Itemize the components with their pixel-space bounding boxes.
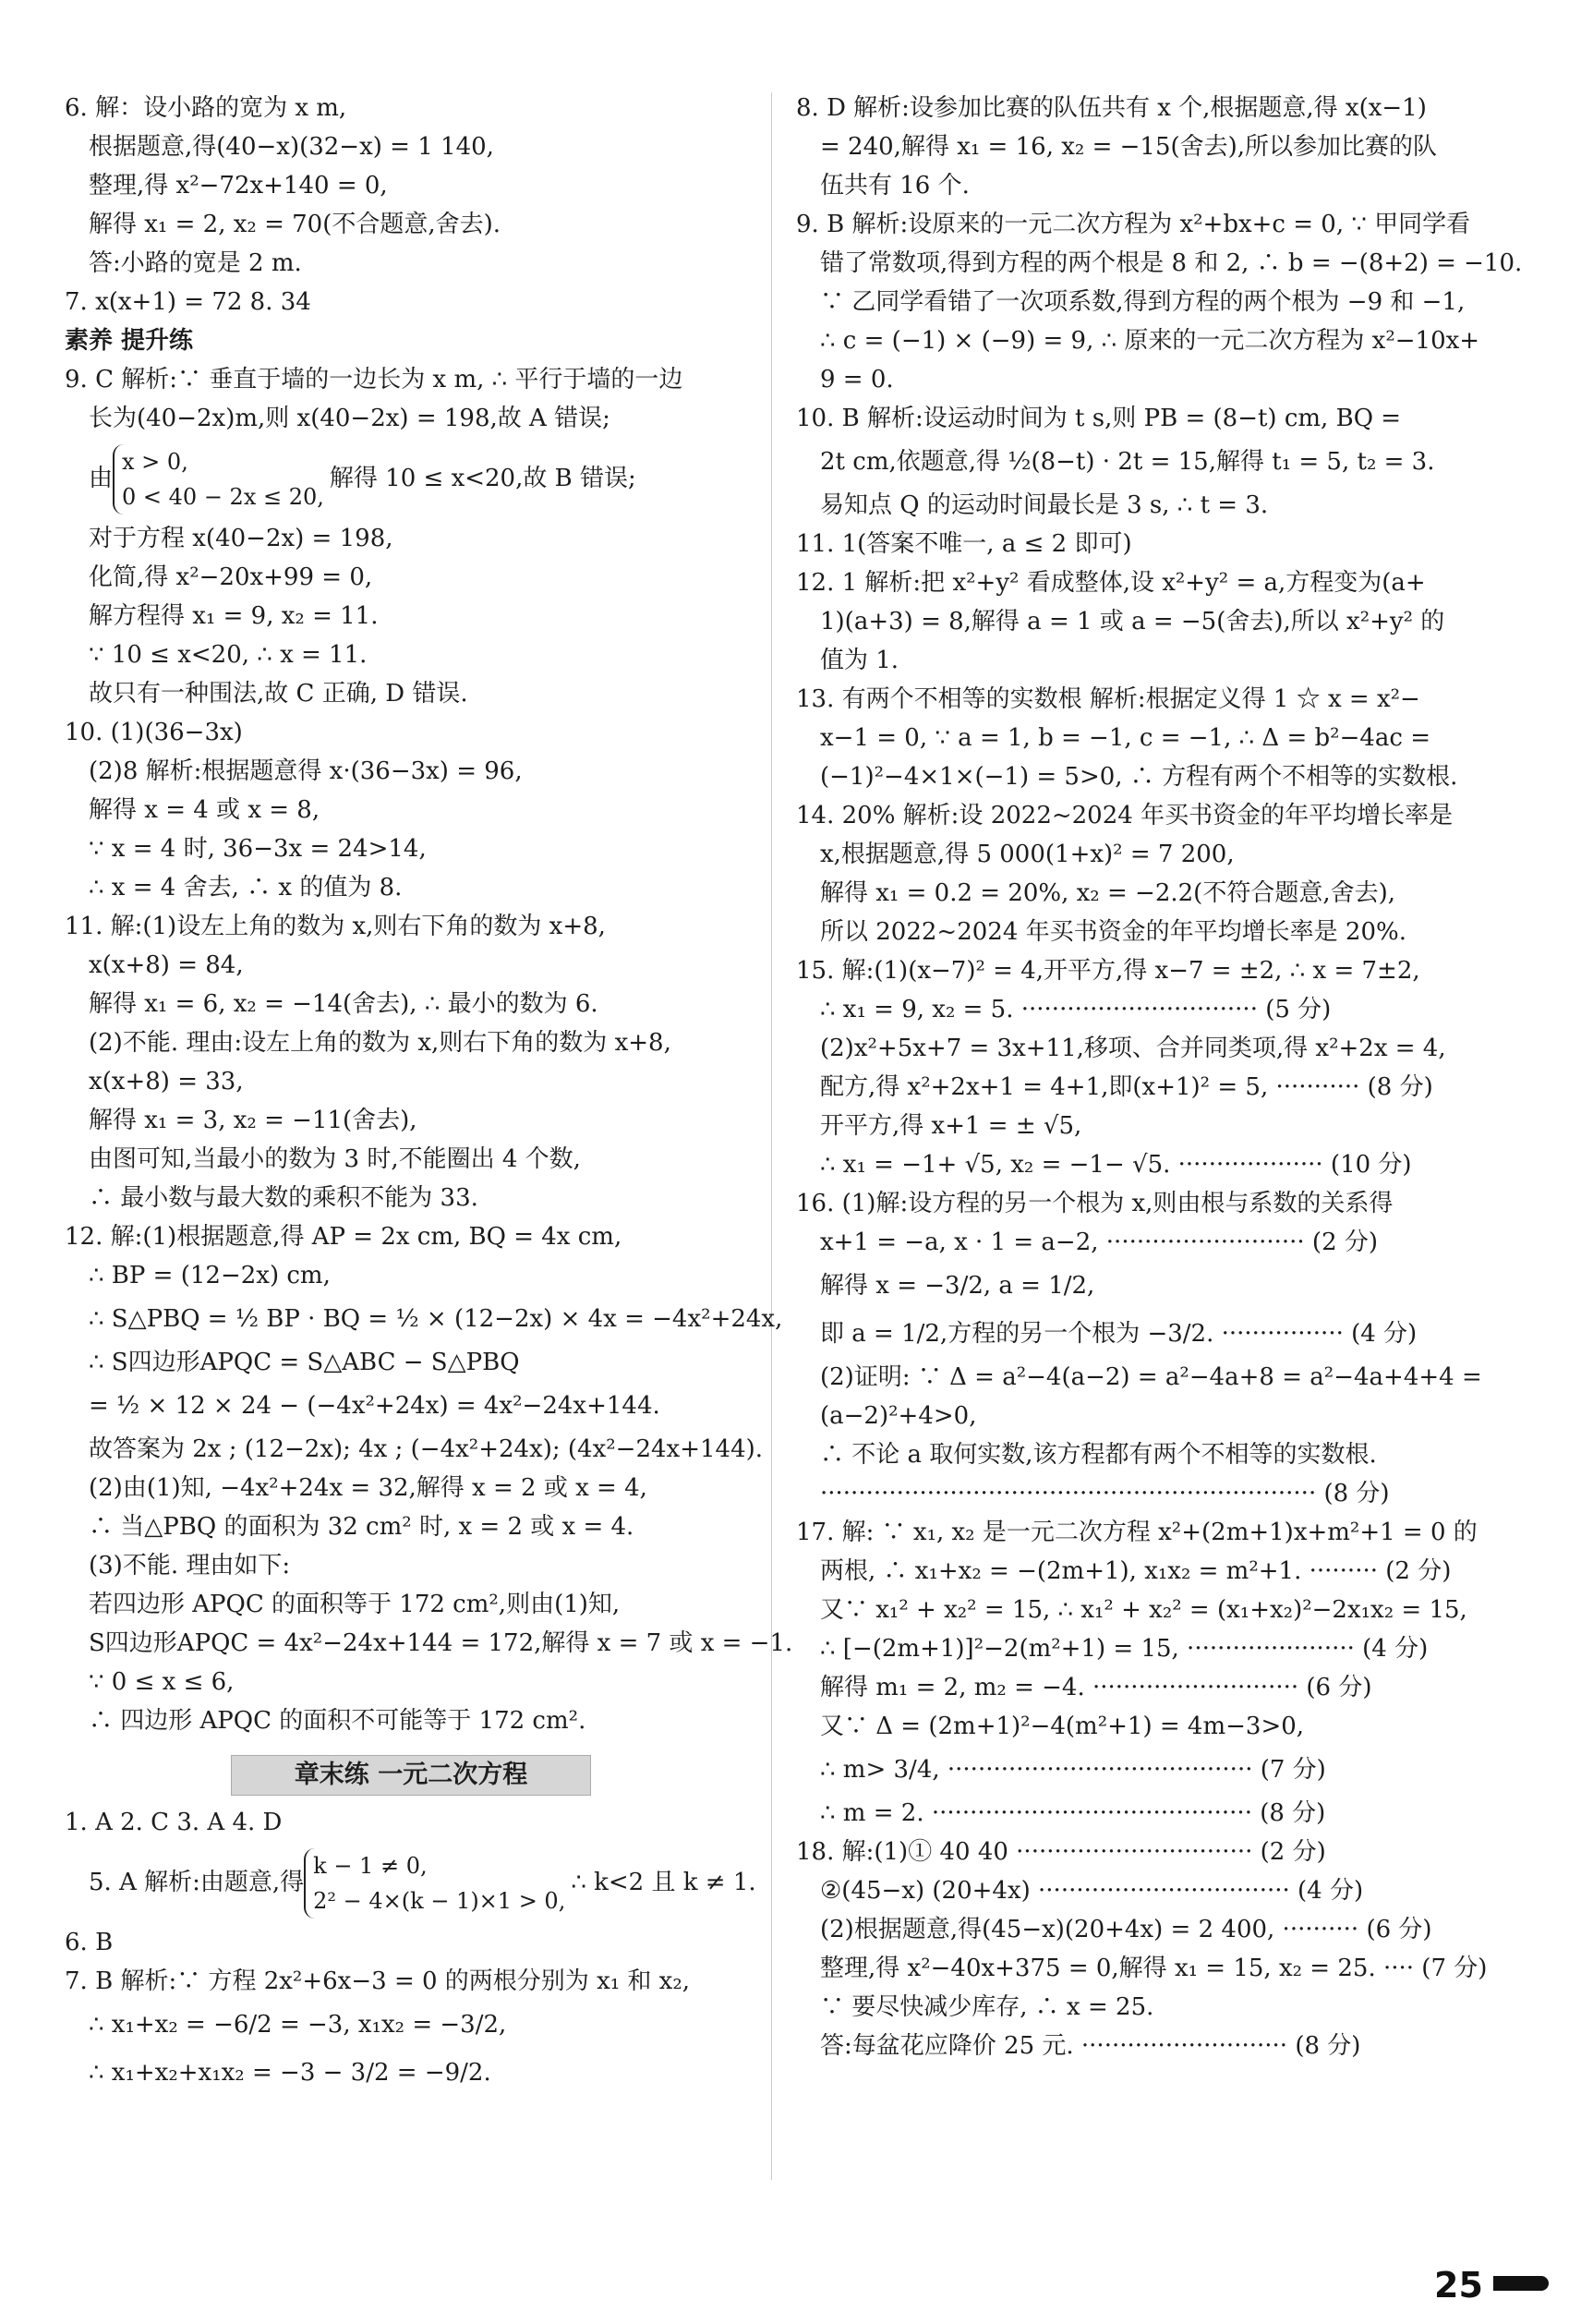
answer-line: 6. 解：设小路的宽为 x m, — [65, 94, 347, 122]
answer-line: (3)不能. 理由如下: — [89, 1552, 291, 1580]
answer-line: ∴ S△PBQ = ½ BP · BQ = ½ × (12−2x) × 4x = −4x²+24x, — [89, 1305, 783, 1333]
answer-line: x−1 = 0, ∵ a = 1, b = −1, c = −1, ∴ Δ = b²−4ac = — [820, 724, 1431, 752]
answer-line: 10. (1)(36−3x) — [65, 719, 243, 746]
answer-line: ∴ x₁+x₂+x₁x₂ = −3 − 3/2 = −9/2. — [89, 2059, 491, 2087]
answer-line: ∴ S四边形APQC = S△ABC − S△PBQ — [89, 1349, 520, 1376]
answer-line: (2)x²+5x+7 = 3x+11,移项、合并同类项,得 x²+2x = 4, — [820, 1035, 1446, 1062]
answer-line: ∴ [−(2m+1)]²−2(m²+1) = 15, ······················ (4 分) — [820, 1635, 1429, 1663]
answer-line: x+1 = −a, x · 1 = a−2, ·························· (2 分) — [820, 1229, 1379, 1256]
answer-line: 化简,得 x²−20x+99 = 0, — [89, 563, 373, 591]
answer-line: (2)由(1)知, −4x²+24x = 32,解得 x = 2 或 x = 4, — [89, 1474, 647, 1502]
right-column — [796, 89, 1523, 2065]
system-conclusion: 解得 10 ≤ x<20,故 B 错误; — [329, 465, 636, 492]
answer-line: 解得 x₁ = 0.2 = 20%, x₂ = −2.2(不符合题意,舍去), — [820, 879, 1395, 907]
answer-line: 又∵ Δ = (2m+1)²−4(m²+1) = 4m−3>0, — [820, 1713, 1305, 1740]
answer-line: ∵ 0 ≤ x ≤ 6, — [89, 1668, 235, 1696]
answer-line: 故只有一种围法,故 C 正确, D 错误. — [89, 680, 468, 708]
answer-line: 若四边形 APQC 的面积等于 172 cm²,则由(1)知, — [89, 1591, 621, 1618]
answer-line: 解得 m₁ = 2, m₂ = −4. ··························· (6 分) — [820, 1674, 1372, 1701]
left-column — [65, 89, 793, 2097]
column-divider — [771, 92, 772, 2180]
system-prefix: 由 — [89, 465, 114, 492]
answer-line: ································································· (8 分) — [820, 1480, 1390, 1507]
answer-line: ∴ BP = (12−2x) cm, — [89, 1262, 331, 1289]
answer-line: 答:小路的宽是 2 m. — [89, 249, 302, 277]
answer-line: x,根据题意,得 5 000(1+x)² = 7 200, — [820, 841, 1235, 868]
answer-line: ∴ 当△PBQ 的面积为 32 cm² 时, x = 2 或 x = 4. — [89, 1513, 634, 1541]
answer-line: (2)不能. 理由:设左上角的数为 x,则右下角的数为 x+8, — [89, 1029, 671, 1057]
system-line: 0 < 40 − 2x ≤ 20, — [122, 484, 324, 510]
answer-line: (2)证明: ∵ Δ = a²−4(a−2) = a²−4a+8 = a²−4a+4+4 = — [820, 1363, 1482, 1391]
answer-line: ∵ x = 4 时, 36−3x = 24>14, — [89, 835, 427, 863]
answer-line: 配方,得 x²+2x+1 = 4+1,即(x+1)² = 5, ··········· (8 分) — [820, 1073, 1433, 1101]
answer-line: 对于方程 x(40−2x) = 198, — [89, 525, 393, 552]
answer-line: ∴ c = (−1) × (−9) = 9, ∴ 原来的一元二次方程为 x²−10x+ — [820, 327, 1480, 355]
answer-line: 13. 有两个不相等的实数根 解析:根据定义得 1 ☆ x = x²− — [796, 685, 1420, 713]
answer-line: 答:每盆花应降价 25 元. ··························· (8 分) — [820, 2032, 1361, 2060]
inequality-system — [304, 1848, 565, 1919]
answer-line: 2t cm,依题意,得 ½(8−t) · 2t = 15,解得 t₁ = 5, t₂ = 3. — [820, 448, 1435, 476]
answer-line: 值为 1. — [820, 647, 899, 674]
answer-line: 14. 20% 解析:设 2022~2024 年买书资金的年平均增长率是 — [796, 802, 1454, 829]
answer-line: 7. B 解析:∵ 方程 2x²+6x−3 = 0 的两根分别为 x₁ 和 x₂, — [65, 1967, 691, 1995]
answer-line: 解得 x₁ = 3, x₂ = −11(舍去), — [89, 1107, 417, 1134]
answer-line: 12. 1 解析:把 x²+y² 看成整体,设 x²+y² = a,方程变为(a+ — [796, 569, 1426, 597]
answer-line: ∵ 要尽快减少库存, ∴ x = 25. — [820, 1993, 1154, 2021]
answer-line: 12. 解:(1)根据题意,得 AP = 2x cm, BQ = 4x cm, — [65, 1223, 622, 1251]
answer-line: 又∵ x₁² + x₂² = 15, ∴ x₁² + x₂² = (x₁+x₂)²−2x₁x₂ = 15, — [820, 1596, 1467, 1624]
answer-line: x(x+8) = 84, — [89, 951, 244, 979]
answer-line: ∴ x₁+x₂ = −6/2 = −3, x₁x₂ = −3/2, — [89, 2011, 507, 2039]
answer-line: S四边形APQC = 4x²−24x+144 = 172,解得 x = 7 或 x = −1. — [89, 1629, 793, 1657]
answer-line: ∴ x₁ = −1+ √5, x₂ = −1− √5. ··················· (10 分) — [820, 1151, 1412, 1179]
page-number: 25 — [1434, 2265, 1483, 2306]
answer-line: 伍共有 16 个. — [820, 172, 970, 200]
system-line: x > 0, — [122, 449, 188, 475]
system-prefix: 5. A 解析:由题意,得 — [89, 1869, 305, 1896]
answer-line: 1. A 2. C 3. A 4. D — [65, 1809, 283, 1836]
answer-line: ∴ x = 4 舍去, ∴ x 的值为 8. — [89, 874, 403, 902]
answer-line: (2)根据题意,得(45−x)(20+4x) = 2 400, ·········· (6 分) — [820, 1916, 1432, 1943]
answer-line: (−1)²−4×1×(−1) = 5>0, ∴ 方程有两个不相等的实数根. — [820, 763, 1458, 791]
answer-line: ②(45−x) (20+4x) ································· (4 分) — [820, 1877, 1364, 1905]
answer-line: 长为(40−2x)m,则 x(40−2x) = 198,故 A 错误; — [89, 405, 610, 432]
page-number-bar — [1493, 2276, 1549, 2291]
answer-line: 整理,得 x²−72x+140 = 0, — [89, 172, 388, 200]
answer-line: (a−2)²+4>0, — [820, 1402, 977, 1430]
answer-line-system — [65, 1842, 756, 1923]
answer-line: 由图可知,当最小的数为 3 时,不能圈出 4 个数, — [89, 1145, 581, 1173]
answer-line: 解方程得 x₁ = 9, x₂ = 11. — [89, 602, 379, 630]
answer-line: 解得 x₁ = 2, x₂ = 70(不合题意,舍去). — [89, 211, 501, 238]
answer-line: 8. D 解析:设参加比赛的队伍共有 x 个,根据题意,得 x(x−1) — [796, 94, 1427, 122]
chapter-banner: 章末练 一元二次方程 — [231, 1755, 591, 1796]
answer-line: 整理,得 x²−40x+375 = 0,解得 x₁ = 15, x₂ = 25. ···· (7 分) — [820, 1955, 1488, 1982]
answer-line: 16. (1)解:设方程的另一个根为 x,则由根与系数的关系得 — [796, 1190, 1394, 1217]
answer-line: 11. 1(答案不唯一, a ≤ 2 即可) — [796, 530, 1132, 558]
answer-line: ∴ m> 3/4, ········································ (7 分) — [820, 1756, 1326, 1784]
answer-line: 根据题意,得(40−x)(32−x) = 1 140, — [89, 133, 494, 161]
inequality-system — [113, 444, 324, 514]
answer-line: 开平方,得 x+1 = ± √5, — [820, 1112, 1082, 1140]
answer-line: 错了常数项,得到方程的两个根是 8 和 2, ∴ b = −(8+2) = −10. — [820, 249, 1523, 277]
answer-line: 9. B 解析:设原来的一元二次方程为 x²+bx+c = 0, ∵ 甲同学看 — [796, 211, 1471, 238]
answer-line: = 240,解得 x₁ = 16, x₂ = −15(舍去),所以参加比赛的队 — [820, 133, 1438, 161]
answer-line: ∵ 乙同学看错了一次项系数,得到方程的两个根为 −9 和 −1, — [820, 288, 1466, 316]
answer-line: 即 a = 1/2,方程的另一个根为 −3/2. ················ (4 分) — [820, 1320, 1418, 1348]
answer-line: 17. 解: ∵ x₁, x₂ 是一元二次方程 x²+(2m+1)x+m²+1 = 0 的 — [796, 1519, 1478, 1546]
answer-line: ∴ 四边形 APQC 的面积不可能等于 172 cm². — [89, 1707, 586, 1735]
answer-line: ∴ x₁ = 9, x₂ = 5. ······························· (5 分) — [820, 996, 1332, 1023]
system-line: k − 1 ≠ 0, — [313, 1853, 428, 1879]
answer-line-system — [65, 438, 753, 519]
system-line: 2² − 4×(k − 1)×1 > 0, — [313, 1888, 566, 1914]
answer-line: 11. 解:(1)设左上角的数为 x,则右下角的数为 x+8, — [65, 913, 606, 940]
answer-line: 1)(a+3) = 8,解得 a = 1 或 a = −5(舍去),所以 x²+y² 的 — [820, 608, 1445, 635]
answer-line: 易知点 Q 的运动时间最长是 3 s, ∴ t = 3. — [820, 491, 1269, 519]
answer-line: 解得 x = 4 或 x = 8, — [89, 796, 320, 824]
answer-line: 6. B — [65, 1929, 114, 1956]
answer-line: 所以 2022~2024 年买书资金的年平均增长率是 20%. — [820, 918, 1406, 946]
answer-line: ∵ 10 ≤ x<20, ∴ x = 11. — [89, 641, 368, 669]
answer-line: x(x+8) = 33, — [89, 1068, 244, 1095]
answer-line: 解得 x = −3/2, a = 1/2, — [820, 1272, 1095, 1300]
answer-line: 两根, ∴ x₁+x₂ = −(2m+1), x₁x₂ = m²+1. ········· (2 分) — [820, 1557, 1452, 1585]
answer-line: 解得 x₁ = 6, x₂ = −14(舍去), ∴ 最小的数为 6. — [89, 990, 598, 1018]
answer-line: ∴ m = 2. ·········································· (8 分) — [820, 1799, 1326, 1827]
answer-line: 10. B 解析:设运动时间为 t s,则 PB = (8−t) cm, BQ = — [796, 405, 1402, 432]
system-conclusion: ∴ k<2 且 k ≠ 1. — [571, 1869, 756, 1896]
answer-line: (2)8 解析:根据题意得 x·(36−3x) = 96, — [89, 757, 523, 785]
answer-line: 18. 解:(1)① 40 40 ······························· (2 分) — [796, 1838, 1326, 1866]
answer-line: 故答案为 2x ; (12−2x); 4x ; (−4x²+24x); (4x²−24x+144). — [89, 1435, 764, 1463]
answer-line: 9 = 0. — [820, 366, 894, 393]
answer-line: ∴ 不论 a 取何实数,该方程都有两个不相等的实数根. — [820, 1441, 1377, 1469]
section-heading: 素养 提升练 — [65, 327, 194, 355]
answer-line: ∴ 最小数与最大数的乘积不能为 33. — [89, 1184, 478, 1212]
answer-line: 7. x(x+1) = 72 8. 34 — [65, 288, 311, 316]
answer-line: 9. C 解析:∵ 垂直于墙的一边长为 x m, ∴ 平行于墙的一边 — [65, 366, 683, 393]
answer-line: 15. 解:(1)(x−7)² = 4,开平方,得 x−7 = ±2, ∴ x = 7±2, — [796, 957, 1420, 985]
answer-line: = ½ × 12 × 24 − (−4x²+24x) = 4x²−24x+144. — [89, 1392, 660, 1420]
